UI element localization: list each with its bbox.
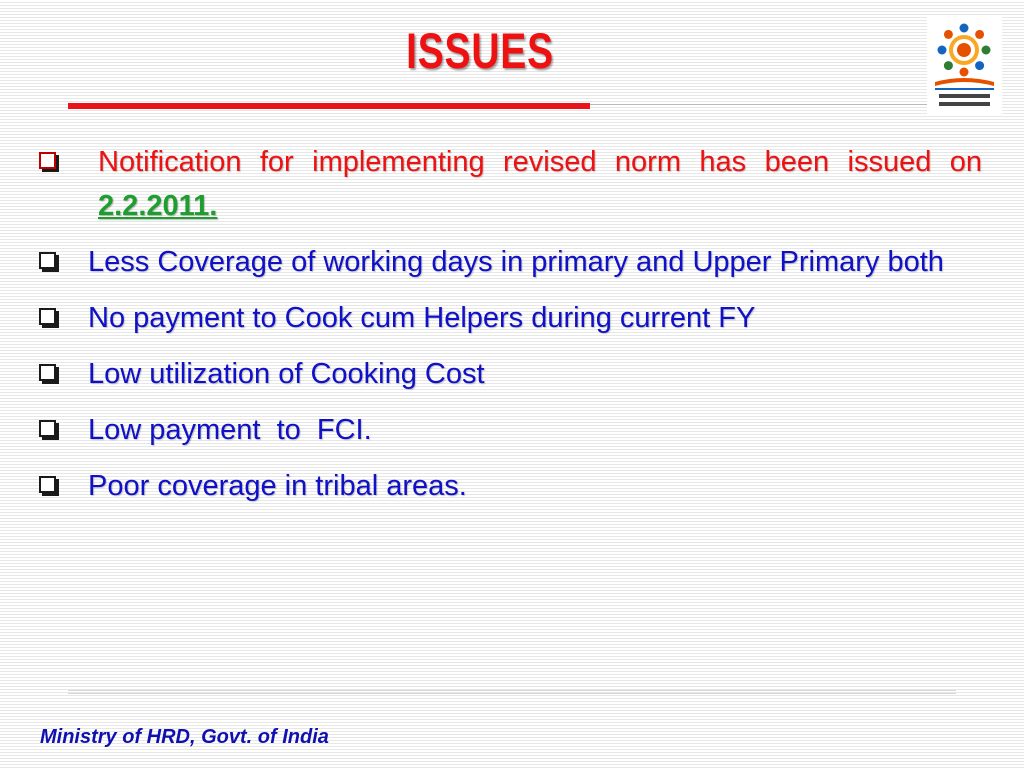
checkbox-bullet-icon — [39, 308, 56, 325]
issues-list — [34, 140, 982, 520]
list-item — [34, 464, 982, 508]
list-item — [34, 408, 982, 452]
bullet-text: Low utilization of Cooking Cost — [88, 358, 485, 390]
checkbox-bullet-icon — [39, 420, 56, 437]
title-underline-bar — [68, 103, 590, 109]
footer-text: Ministry of HRD, Govt. of India — [40, 726, 329, 748]
bullet-text: No payment to Cook cum Helpers during current FY — [88, 302, 756, 334]
footer-divider — [68, 690, 956, 694]
bullet-text: Poor coverage in tribal areas. — [88, 470, 467, 502]
bullet-text-before-date: Notification for implementing revised norm has been issued on — [98, 146, 982, 178]
checkbox-bullet-icon — [39, 476, 56, 493]
list-item — [34, 140, 982, 228]
slide-title: ISSUES — [406, 23, 554, 79]
checkbox-bullet-icon — [39, 152, 56, 169]
notification-date: 2.2.2011. — [98, 190, 218, 222]
checkbox-bullet-icon — [39, 364, 56, 381]
list-item — [34, 296, 982, 340]
bullet-text — [98, 140, 982, 228]
mid-day-meal-emblem-icon — [927, 16, 1002, 114]
list-item — [34, 240, 982, 284]
bullet-text: Low payment to FCI. — [88, 414, 372, 446]
list-item — [34, 352, 982, 396]
title-divider-line — [590, 104, 948, 105]
mid-day-meal-logo — [927, 16, 1002, 114]
bullet-text: Less Coverage of working days in primary and Upper Primary both — [88, 246, 944, 278]
checkbox-bullet-icon — [39, 252, 56, 269]
